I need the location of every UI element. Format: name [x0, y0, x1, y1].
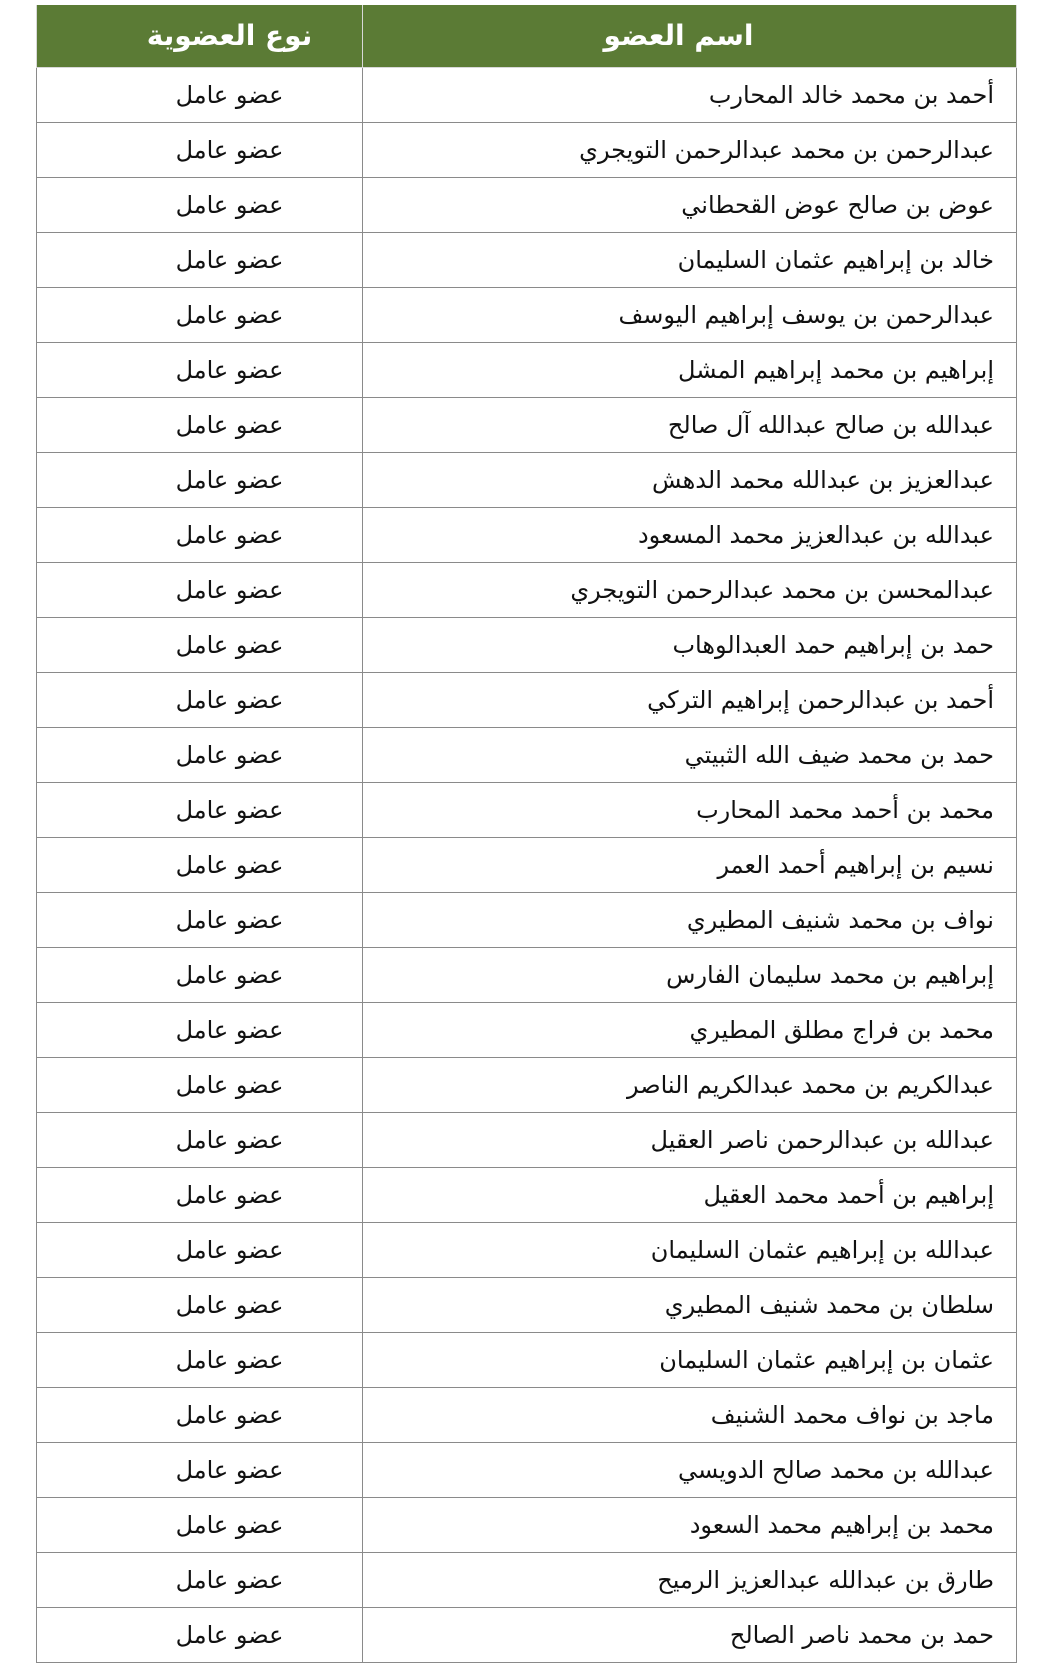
table-row [37, 452, 1017, 507]
membership-type-cell: عضو عامل [37, 1607, 363, 1662]
table-row [37, 892, 1017, 947]
member-name-cell: عوض بن صالح عوض القحطاني [363, 177, 1017, 232]
table-row [37, 562, 1017, 617]
membership-type-cell: عضو عامل [37, 397, 363, 452]
membership-type-cell: عضو عامل [37, 1442, 363, 1497]
table-row [37, 1332, 1017, 1387]
membership-type-cell: عضو عامل [37, 1552, 363, 1607]
member-name-cell: عبدالله بن عبدالرحمن ناصر العقيل [363, 1112, 1017, 1167]
table-row [37, 1552, 1017, 1607]
table-header [37, 5, 1017, 67]
table-row [37, 1167, 1017, 1222]
member-name-cell: نسيم بن إبراهيم أحمد العمر [363, 837, 1017, 892]
member-name-cell: حمد بن محمد ناصر الصالح [363, 1607, 1017, 1662]
membership-type-cell: عضو عامل [37, 177, 363, 232]
membership-type-cell: عضو عامل [37, 1277, 363, 1332]
member-name-cell: عبدالله بن صالح عبدالله آل صالح [363, 397, 1017, 452]
table-row [37, 1442, 1017, 1497]
table-row [37, 1607, 1017, 1662]
membership-type-cell: عضو عامل [37, 1497, 363, 1552]
member-name-cell: عبدالرحمن بن يوسف إبراهيم اليوسف [363, 287, 1017, 342]
membership-type-cell: عضو عامل [37, 67, 363, 122]
membership-type-cell: عضو عامل [37, 452, 363, 507]
table-row [37, 1497, 1017, 1552]
member-name-cell: عبدالله بن عبدالعزيز محمد المسعود [363, 507, 1017, 562]
table-row [37, 287, 1017, 342]
table-row [37, 122, 1017, 177]
member-name-cell: حمد بن إبراهيم حمد العبدالوهاب [363, 617, 1017, 672]
member-name-cell: إبراهيم بن أحمد محمد العقيل [363, 1167, 1017, 1222]
member-name-cell: حمد بن محمد ضيف الله الثبيتي [363, 727, 1017, 782]
membership-type-cell: عضو عامل [37, 782, 363, 837]
membership-type-cell: عضو عامل [37, 672, 363, 727]
membership-type-cell: عضو عامل [37, 342, 363, 397]
membership-type-cell: عضو عامل [37, 727, 363, 782]
members-table [36, 5, 1017, 1663]
header-member-name: اسم العضو [363, 5, 1017, 67]
table-body [37, 67, 1017, 1662]
membership-type-cell: عضو عامل [37, 1057, 363, 1112]
member-name-cell: سلطان بن محمد شنيف المطيري [363, 1277, 1017, 1332]
member-name-cell: محمد بن أحمد محمد المحارب [363, 782, 1017, 837]
table-row [37, 232, 1017, 287]
member-name-cell: محمد بن إبراهيم محمد السعود [363, 1497, 1017, 1552]
membership-type-cell: عضو عامل [37, 232, 363, 287]
member-name-cell: إبراهيم بن محمد سليمان الفارس [363, 947, 1017, 1002]
membership-type-cell: عضو عامل [37, 947, 363, 1002]
membership-type-cell: عضو عامل [37, 1332, 363, 1387]
member-name-cell: ماجد بن نواف محمد الشنيف [363, 1387, 1017, 1442]
header-row [37, 5, 1017, 67]
membership-type-cell: عضو عامل [37, 892, 363, 947]
member-name-cell: عبدالعزيز بن عبدالله محمد الدهش [363, 452, 1017, 507]
membership-type-cell: عضو عامل [37, 1112, 363, 1167]
table-row [37, 672, 1017, 727]
table-row [37, 1057, 1017, 1112]
membership-type-cell: عضو عامل [37, 617, 363, 672]
table-row [37, 177, 1017, 232]
member-name-cell: أحمد بن محمد خالد المحارب [363, 67, 1017, 122]
member-name-cell: طارق بن عبدالله عبدالعزيز الرميح [363, 1552, 1017, 1607]
membership-type-cell: عضو عامل [37, 1387, 363, 1442]
member-name-cell: عبدالكريم بن محمد عبدالكريم الناصر [363, 1057, 1017, 1112]
membership-type-cell: عضو عامل [37, 837, 363, 892]
member-name-cell: خالد بن إبراهيم عثمان السليمان [363, 232, 1017, 287]
table-row [37, 1387, 1017, 1442]
member-name-cell: عبدالمحسن بن محمد عبدالرحمن التويجري [363, 562, 1017, 617]
membership-type-cell: عضو عامل [37, 287, 363, 342]
membership-type-cell: عضو عامل [37, 562, 363, 617]
member-name-cell: عبدالله بن محمد صالح الدويسي [363, 1442, 1017, 1497]
table-row [37, 1112, 1017, 1167]
table-row [37, 617, 1017, 672]
table-row [37, 782, 1017, 837]
table-row [37, 947, 1017, 1002]
table-row [37, 1222, 1017, 1277]
membership-type-cell: عضو عامل [37, 507, 363, 562]
member-name-cell: عبدالرحمن بن محمد عبدالرحمن التويجري [363, 122, 1017, 177]
table-row [37, 1002, 1017, 1057]
member-name-cell: أحمد بن عبدالرحمن إبراهيم التركي [363, 672, 1017, 727]
header-membership-type: نوع العضوية [37, 5, 363, 67]
membership-type-cell: عضو عامل [37, 122, 363, 177]
member-name-cell: عبدالله بن إبراهيم عثمان السليمان [363, 1222, 1017, 1277]
table-row [37, 507, 1017, 562]
member-name-cell: محمد بن فراج مطلق المطيري [363, 1002, 1017, 1057]
table-row [37, 1277, 1017, 1332]
table-row [37, 837, 1017, 892]
membership-type-cell: عضو عامل [37, 1002, 363, 1057]
table-row [37, 397, 1017, 452]
member-name-cell: نواف بن محمد شنيف المطيري [363, 892, 1017, 947]
membership-type-cell: عضو عامل [37, 1167, 363, 1222]
membership-type-cell: عضو عامل [37, 1222, 363, 1277]
table-row [37, 67, 1017, 122]
member-name-cell: إبراهيم بن محمد إبراهيم المشل [363, 342, 1017, 397]
member-name-cell: عثمان بن إبراهيم عثمان السليمان [363, 1332, 1017, 1387]
table-row [37, 342, 1017, 397]
table-row [37, 727, 1017, 782]
